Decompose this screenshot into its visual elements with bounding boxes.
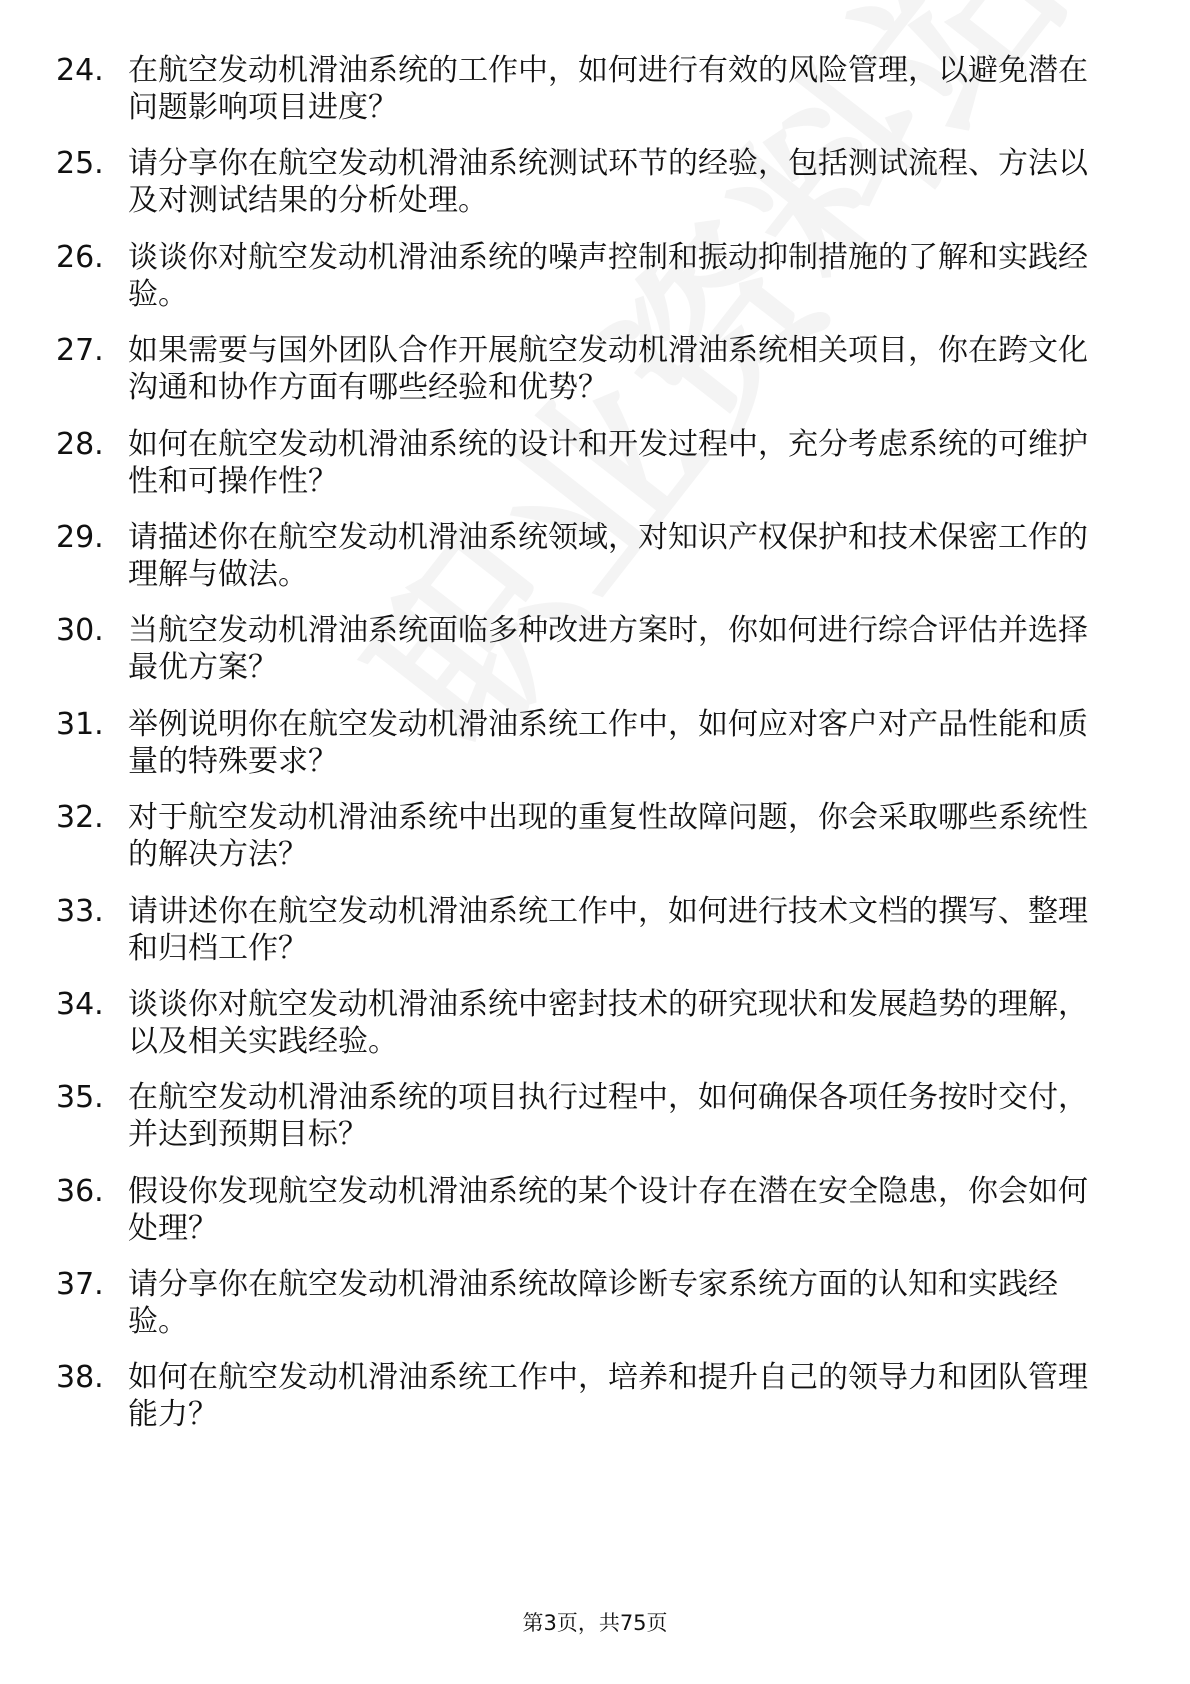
list-item [56, 1079, 1116, 1153]
question-number: 24. [56, 53, 104, 88]
list-item [56, 1173, 1116, 1247]
list-item [56, 1266, 1116, 1340]
question-text: 谈谈你对航空发动机滑油系统中密封技术的研究现状和发展趋势的理解，以及相关实践经验。 [128, 986, 1088, 1059]
page-footer [0, 1610, 1190, 1636]
list-item [56, 799, 1116, 873]
page-number-label: 第3页，共75页 [522, 1611, 668, 1635]
question-text: 如何在航空发动机滑油系统工作中，培养和提升自己的领导力和团队管理能力？ [128, 1360, 1088, 1433]
list-item [56, 519, 1116, 593]
question-number: 30. [56, 613, 104, 649]
question-text: 请描述你在航空发动机滑油系统领域，对知识产权保护和技术保密工作的理解与做法。 [128, 519, 1088, 592]
list-item [56, 986, 1116, 1060]
list-item [56, 145, 1116, 219]
question-list [56, 52, 1116, 1453]
question-number: 27. [56, 333, 104, 369]
question-number: 37. [56, 1267, 104, 1303]
question-number: 34. [56, 986, 104, 1022]
list-item [56, 612, 1116, 686]
question-text: 假设你发现航空发动机滑油系统的某个设计存在潜在安全隐患，你会如何处理？ [128, 1173, 1088, 1246]
list-item [56, 239, 1116, 313]
question-text: 请分享你在航空发动机滑油系统故障诊断专家系统方面的认知和实践经验。 [128, 1267, 1058, 1340]
list-item [56, 706, 1116, 780]
question-text: 如何在航空发动机滑油系统的设计和开发过程中，充分考虑系统的可维护性和可操作性？ [128, 426, 1088, 499]
question-text: 如果需要与国外团队合作开展航空发动机滑油系统相关项目，你在跨文化沟通和协作方面有哪些经验和优势？ [128, 333, 1088, 406]
list-item [56, 332, 1116, 406]
question-number: 28. [56, 426, 104, 462]
question-number: 25. [56, 146, 104, 182]
list-item [56, 893, 1116, 967]
question-text: 举例说明你在航空发动机滑油系统工作中，如何应对客户对产品性能和质量的特殊要求？ [128, 706, 1088, 779]
question-number: 31. [56, 706, 104, 742]
list-item [56, 426, 1116, 500]
question-text: 在航空发动机滑油系统的工作中，如何进行有效的风险管理，以避免潜在问题影响项目进度？ [128, 53, 1088, 125]
question-text: 请讲述你在航空发动机滑油系统工作中，如何进行技术文档的撰写、整理和归档工作？ [128, 893, 1088, 966]
question-number: 35. [56, 1080, 104, 1116]
question-text: 当航空发动机滑油系统面临多种改进方案时，你如何进行综合评估并选择最优方案？ [128, 613, 1088, 686]
question-number: 26. [56, 239, 104, 275]
list-item [56, 1359, 1116, 1433]
question-text: 谈谈你对航空发动机滑油系统的噪声控制和振动抑制措施的了解和实践经验。 [128, 239, 1088, 312]
question-number: 33. [56, 893, 104, 929]
question-text: 请分享你在航空发动机滑油系统测试环节的经验，包括测试流程、方法以及对测试结果的分析处理。 [128, 146, 1088, 219]
question-number: 38. [56, 1360, 104, 1396]
question-number: 36. [56, 1173, 104, 1209]
question-number: 29. [56, 519, 104, 555]
question-text: 对于航空发动机滑油系统中出现的重复性故障问题，你会采取哪些系统性的解决方法？ [128, 800, 1088, 873]
question-number: 32. [56, 800, 104, 836]
question-text: 在航空发动机滑油系统的项目执行过程中，如何确保各项任务按时交付，并达到预期目标？ [128, 1080, 1088, 1153]
list-item [56, 52, 1116, 126]
